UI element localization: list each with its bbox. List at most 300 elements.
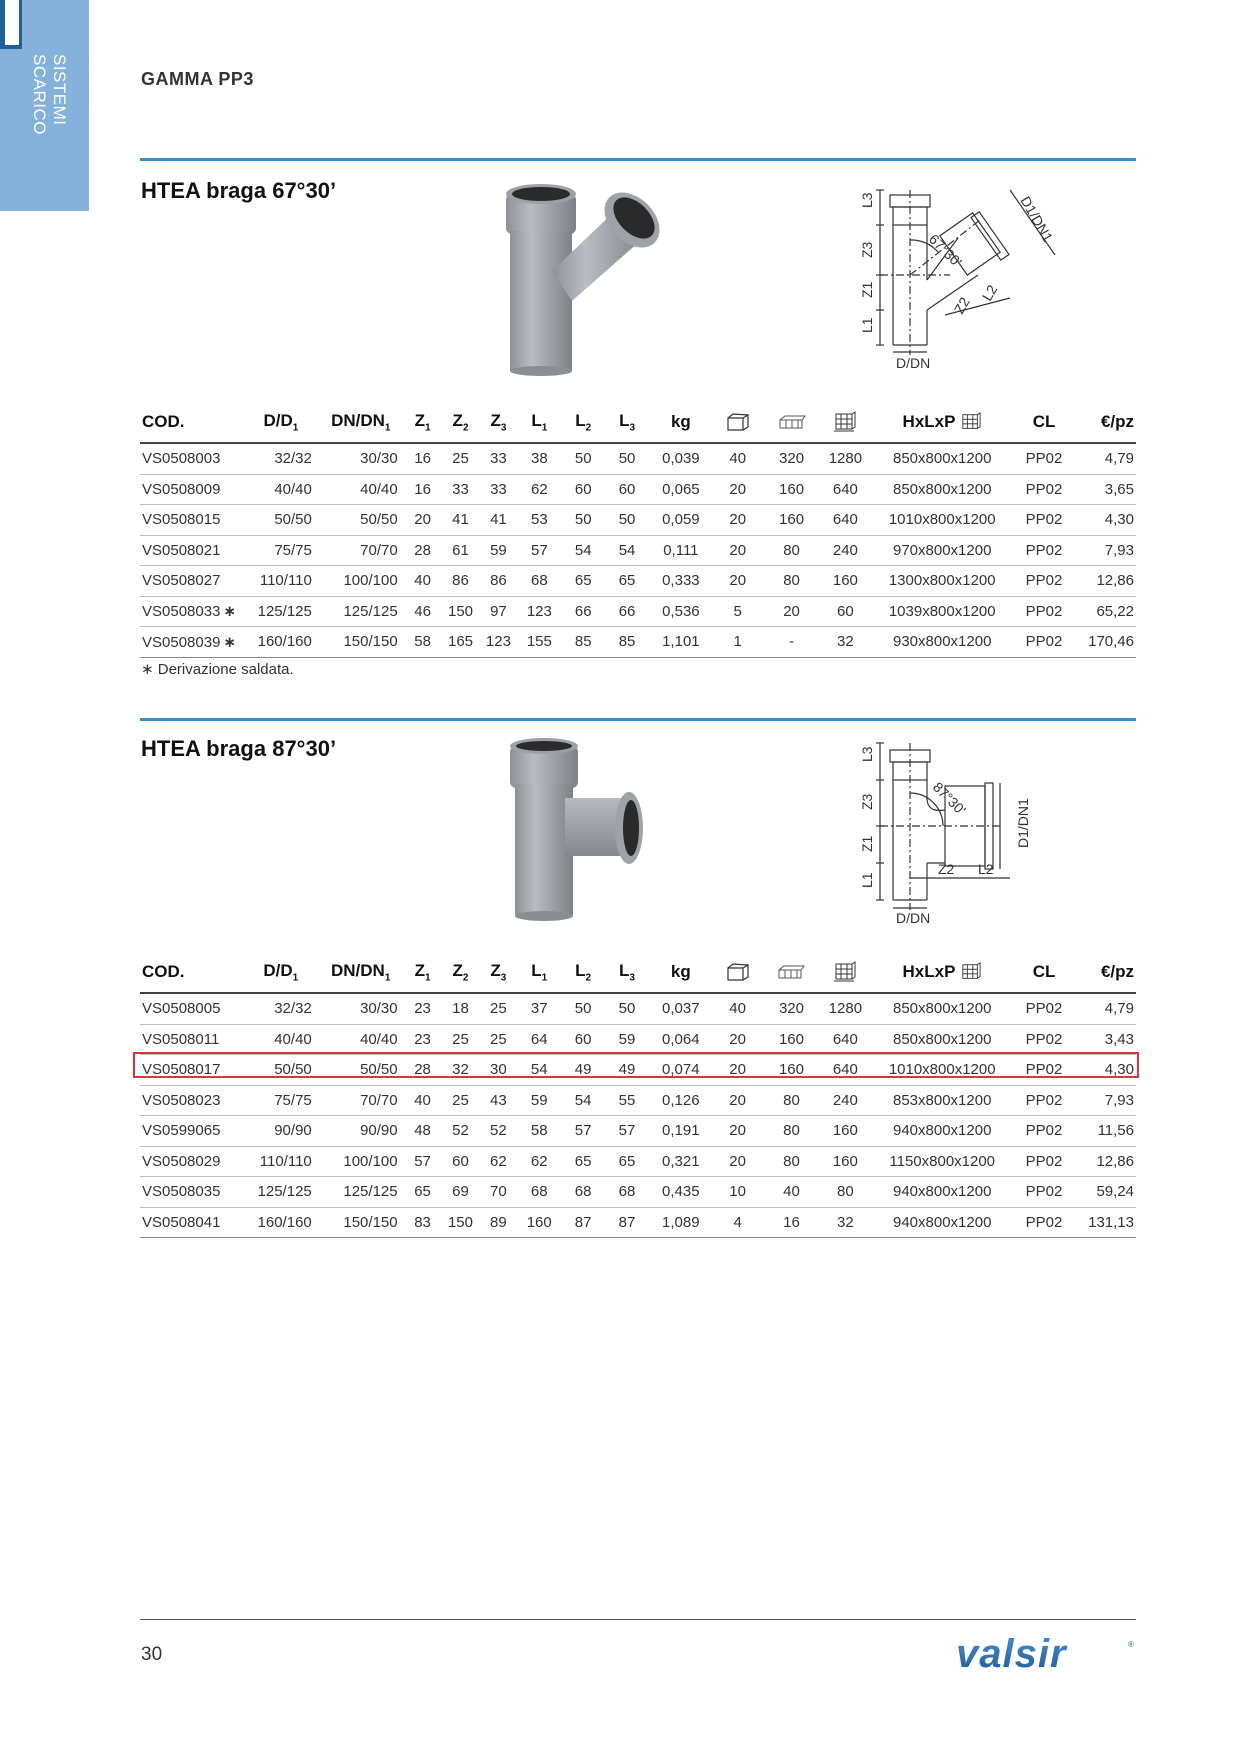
cell-l1: 59 bbox=[517, 1085, 561, 1116]
product-table-87 bbox=[140, 952, 1136, 1238]
cell-l3: 66 bbox=[605, 596, 649, 627]
cell-z1: 28 bbox=[404, 535, 442, 566]
col-price: €/pz bbox=[1074, 402, 1136, 443]
cell-l3: 57 bbox=[605, 1116, 649, 1147]
cell-hxlxp: 850x800x1200 bbox=[870, 1024, 1014, 1055]
cell-l3: 65 bbox=[605, 566, 649, 597]
cell-dd: 160/160 bbox=[244, 627, 318, 658]
cell-price: 131,13 bbox=[1074, 1207, 1136, 1238]
section-title-87: HTEA braga 87°30’ bbox=[141, 736, 337, 761]
cell-cl: PP02 bbox=[1014, 566, 1074, 597]
cell-kg: 0,059 bbox=[649, 505, 713, 536]
cell-cod: VS0599065 bbox=[140, 1116, 244, 1147]
cell-l2: 87 bbox=[561, 1207, 605, 1238]
cell-cl: PP02 bbox=[1014, 1116, 1074, 1147]
cell-kg: 0,536 bbox=[649, 596, 713, 627]
cell-price: 65,22 bbox=[1074, 596, 1136, 627]
svg-text:Z1: Z1 bbox=[859, 835, 875, 852]
cell-hxlxp: 940x800x1200 bbox=[870, 1116, 1014, 1147]
cell-price: 4,79 bbox=[1074, 993, 1136, 1024]
cell-z3: 25 bbox=[479, 1024, 517, 1055]
cell-hxlxp: 850x800x1200 bbox=[870, 993, 1014, 1024]
cell-pallet: 640 bbox=[820, 474, 870, 505]
cell-z1: 16 bbox=[404, 474, 442, 505]
col-z3: $Z_3$ bbox=[479, 952, 517, 993]
cell-kg: 0,333 bbox=[649, 566, 713, 597]
table-row bbox=[140, 1116, 1136, 1147]
cell-l2: 54 bbox=[561, 1085, 605, 1116]
cell-cod: VS0508003 bbox=[140, 443, 244, 474]
cell-price: 4,79 bbox=[1074, 443, 1136, 474]
cell-dd: 75/75 bbox=[244, 535, 318, 566]
col-z2: $Z_2$ bbox=[442, 402, 480, 443]
cell-cod: VS0508041 bbox=[140, 1207, 244, 1238]
svg-text:D1/DN1: D1/DN1 bbox=[1015, 798, 1031, 848]
cell-hxlxp: 1039x800x1200 bbox=[870, 596, 1014, 627]
cell-z3: 86 bbox=[479, 566, 517, 597]
box-icon bbox=[713, 952, 763, 993]
cell-cl: PP02 bbox=[1014, 443, 1074, 474]
cell-dd: 90/90 bbox=[244, 1116, 318, 1147]
svg-text:L3: L3 bbox=[859, 192, 875, 208]
cell-z2: 165 bbox=[442, 627, 480, 658]
cell-z3: 25 bbox=[479, 993, 517, 1024]
cell-l2: 50 bbox=[561, 993, 605, 1024]
cell-kg: 0,039 bbox=[649, 443, 713, 474]
col-hxlxp: HxLxP bbox=[870, 402, 1014, 443]
svg-text:®: ® bbox=[1128, 1640, 1134, 1649]
cell-cl: PP02 bbox=[1014, 1085, 1074, 1116]
col-l3: $L_3$ bbox=[605, 402, 649, 443]
table-row bbox=[140, 443, 1136, 474]
cell-price: 11,56 bbox=[1074, 1116, 1136, 1147]
cell-hxlxp: 940x800x1200 bbox=[870, 1177, 1014, 1208]
table-row bbox=[140, 535, 1136, 566]
pallet-icon bbox=[820, 952, 870, 993]
cell-z2: 25 bbox=[441, 1085, 479, 1116]
table-row bbox=[140, 1146, 1136, 1177]
cell-cod: VS0508035 bbox=[140, 1177, 244, 1208]
cell-l1: 68 bbox=[517, 566, 561, 597]
table-row bbox=[140, 596, 1136, 627]
col-price: €/pz bbox=[1074, 952, 1136, 993]
cell-kg: 0,111 bbox=[649, 535, 713, 566]
cell-hxlxp: 1010x800x1200 bbox=[870, 505, 1014, 536]
cell-box: 10 bbox=[713, 1177, 763, 1208]
cell-kg: 0,321 bbox=[649, 1146, 713, 1177]
svg-text:67°30': 67°30' bbox=[925, 230, 966, 270]
cell-l3: 54 bbox=[605, 535, 649, 566]
cell-box: 20 bbox=[713, 566, 763, 597]
cell-l1: 62 bbox=[517, 474, 561, 505]
tab-marker-inner bbox=[5, 0, 19, 45]
cell-l1: 58 bbox=[517, 1116, 561, 1147]
cell-z2: 61 bbox=[442, 535, 480, 566]
cell-z3: 43 bbox=[479, 1085, 517, 1116]
cell-cl: PP02 bbox=[1014, 1207, 1074, 1238]
cell-l3: 60 bbox=[605, 474, 649, 505]
cell-dn: 70/70 bbox=[318, 535, 404, 566]
footnote-welded-branch: ∗ Derivazione saldata. bbox=[141, 661, 294, 678]
cell-cl: PP02 bbox=[1014, 596, 1074, 627]
cell-cod: VS0508039 ∗ bbox=[140, 627, 244, 658]
cell-pallet: 160 bbox=[820, 566, 870, 597]
col-cod: COD. bbox=[140, 402, 244, 443]
cell-cl: PP02 bbox=[1014, 1146, 1074, 1177]
cell-kg: 0,074 bbox=[649, 1055, 713, 1086]
cell-box: 20 bbox=[713, 1146, 763, 1177]
cell-cod: VS0508017 bbox=[140, 1055, 244, 1086]
cell-z1: 23 bbox=[404, 993, 442, 1024]
table-row bbox=[140, 1024, 1136, 1055]
svg-text:D/DN: D/DN bbox=[896, 355, 931, 371]
cell-kg: 0,037 bbox=[649, 993, 713, 1024]
cell-z3: 89 bbox=[479, 1207, 517, 1238]
cell-z1: 48 bbox=[404, 1116, 442, 1147]
cell-box: 20 bbox=[713, 535, 763, 566]
col-cod: COD. bbox=[140, 952, 244, 993]
cell-dn: 125/125 bbox=[318, 596, 404, 627]
cell-hxlxp: 940x800x1200 bbox=[870, 1207, 1014, 1238]
svg-text:D1/DN1: D1/DN1 bbox=[1017, 193, 1057, 245]
cell-dd: 50/50 bbox=[244, 505, 318, 536]
cell-hxlxp: 930x800x1200 bbox=[870, 627, 1014, 658]
cell-z1: 20 bbox=[404, 505, 442, 536]
pack-icon bbox=[763, 402, 821, 443]
page-number: 30 bbox=[141, 1644, 163, 1665]
cell-pack: 20 bbox=[763, 596, 821, 627]
col-l1: $L_1$ bbox=[517, 402, 561, 443]
cell-pallet: 640 bbox=[820, 1024, 870, 1055]
cell-l2: 60 bbox=[561, 1024, 605, 1055]
cell-cod: VS0508023 bbox=[140, 1085, 244, 1116]
cell-cod: VS0508009 bbox=[140, 474, 244, 505]
cell-hxlxp: 850x800x1200 bbox=[870, 474, 1014, 505]
svg-text:Z2: Z2 bbox=[950, 294, 973, 317]
cell-z1: 16 bbox=[404, 443, 442, 474]
col-z3: $Z_3$ bbox=[479, 402, 517, 443]
cell-l1: 68 bbox=[517, 1177, 561, 1208]
cell-z3: 62 bbox=[479, 1146, 517, 1177]
cell-l1: 64 bbox=[517, 1024, 561, 1055]
col-cl: CL bbox=[1014, 402, 1074, 443]
col-dn: $DN/DN_1$ bbox=[318, 402, 404, 443]
technical-diagram-87 bbox=[850, 738, 1075, 928]
table-row bbox=[140, 627, 1136, 658]
svg-text:87°30': 87°30' bbox=[929, 778, 970, 818]
cell-l3: 50 bbox=[605, 443, 649, 474]
cell-z3: 97 bbox=[479, 596, 517, 627]
col-z1: $Z_1$ bbox=[404, 952, 442, 993]
cell-dd: 110/110 bbox=[244, 1146, 318, 1177]
cell-pack: 160 bbox=[763, 1024, 821, 1055]
cell-z2: 150 bbox=[441, 1207, 479, 1238]
cell-pack: 160 bbox=[763, 474, 821, 505]
cell-pallet: 160 bbox=[820, 1116, 870, 1147]
cell-cl: PP02 bbox=[1014, 505, 1074, 536]
cell-z1: 23 bbox=[404, 1024, 442, 1055]
cell-price: 4,30 bbox=[1074, 505, 1136, 536]
cell-l1: 54 bbox=[517, 1055, 561, 1086]
cell-z2: 52 bbox=[441, 1116, 479, 1147]
col-l1: $L_1$ bbox=[517, 952, 561, 993]
cell-pallet: 1280 bbox=[820, 993, 870, 1024]
cell-z3: 70 bbox=[479, 1177, 517, 1208]
cell-box: 1 bbox=[713, 627, 763, 658]
svg-text:valsir: valsir bbox=[956, 1633, 1067, 1675]
cell-l2: 50 bbox=[561, 505, 605, 536]
cell-kg: 1,089 bbox=[649, 1207, 713, 1238]
cell-cl: PP02 bbox=[1014, 627, 1074, 658]
cell-l3: 55 bbox=[605, 1085, 649, 1116]
cell-dn: 40/40 bbox=[318, 1024, 404, 1055]
range-title: GAMMA PP3 bbox=[141, 69, 254, 89]
cell-pack: 80 bbox=[763, 566, 821, 597]
cell-kg: 0,191 bbox=[649, 1116, 713, 1147]
pallet-icon bbox=[820, 402, 870, 443]
cell-z1: 46 bbox=[404, 596, 442, 627]
cell-cod: VS0508021 bbox=[140, 535, 244, 566]
cell-cl: PP02 bbox=[1014, 993, 1074, 1024]
cell-hxlxp: 853x800x1200 bbox=[870, 1085, 1014, 1116]
cell-z3: 30 bbox=[479, 1055, 517, 1086]
cell-dd: 32/32 bbox=[244, 993, 318, 1024]
col-kg: kg bbox=[649, 952, 713, 993]
cell-hxlxp: 850x800x1200 bbox=[870, 443, 1014, 474]
cell-z2: 32 bbox=[441, 1055, 479, 1086]
cell-box: 20 bbox=[713, 474, 763, 505]
table-row bbox=[140, 566, 1136, 597]
cell-l2: 54 bbox=[561, 535, 605, 566]
cell-pallet: 640 bbox=[820, 505, 870, 536]
product-photo-braga-87 bbox=[505, 736, 655, 922]
product-photo-braga-67 bbox=[492, 176, 662, 376]
svg-text:L2: L2 bbox=[978, 861, 994, 877]
cell-dn: 125/125 bbox=[318, 1177, 404, 1208]
cell-pack: 80 bbox=[763, 1085, 821, 1116]
col-kg: kg bbox=[649, 402, 713, 443]
cell-price: 7,93 bbox=[1074, 535, 1136, 566]
cell-price: 59,24 bbox=[1074, 1177, 1136, 1208]
section-divider bbox=[140, 158, 1136, 161]
cell-l3: 87 bbox=[605, 1207, 649, 1238]
cell-dn: 50/50 bbox=[318, 505, 404, 536]
col-z1: $Z_1$ bbox=[404, 402, 442, 443]
cell-box: 40 bbox=[713, 443, 763, 474]
cell-cl: PP02 bbox=[1014, 535, 1074, 566]
cell-z2: 69 bbox=[441, 1177, 479, 1208]
cell-box: 5 bbox=[713, 596, 763, 627]
cell-cl: PP02 bbox=[1014, 1024, 1074, 1055]
cell-pack: 160 bbox=[763, 1055, 821, 1086]
cell-dn: 100/100 bbox=[318, 1146, 404, 1177]
cell-hxlxp: 1150x800x1200 bbox=[870, 1146, 1014, 1177]
cell-l2: 60 bbox=[561, 474, 605, 505]
cell-price: 12,86 bbox=[1074, 566, 1136, 597]
cell-price: 3,43 bbox=[1074, 1024, 1136, 1055]
cell-z3: 41 bbox=[479, 505, 517, 536]
cell-pallet: 160 bbox=[820, 1146, 870, 1177]
cell-box: 20 bbox=[713, 1085, 763, 1116]
svg-text:Z3: Z3 bbox=[859, 793, 875, 810]
cell-dd: 125/125 bbox=[244, 596, 318, 627]
svg-text:L3: L3 bbox=[859, 746, 875, 762]
cell-l2: 65 bbox=[561, 566, 605, 597]
col-z2: $Z_2$ bbox=[441, 952, 479, 993]
cell-l1: 37 bbox=[517, 993, 561, 1024]
cell-pack: 80 bbox=[763, 535, 821, 566]
cell-dn: 70/70 bbox=[318, 1085, 404, 1116]
cell-l2: 49 bbox=[561, 1055, 605, 1086]
section-title-67: HTEA braga 67°30’ bbox=[141, 178, 337, 203]
svg-text:L1: L1 bbox=[859, 317, 875, 333]
cell-pack: - bbox=[763, 627, 821, 658]
cell-l2: 66 bbox=[561, 596, 605, 627]
cell-z3: 59 bbox=[479, 535, 517, 566]
svg-text:D/DN: D/DN bbox=[896, 910, 931, 926]
cell-l3: 50 bbox=[605, 993, 649, 1024]
cell-cod: VS0508027 bbox=[140, 566, 244, 597]
cell-dn: 150/150 bbox=[318, 627, 404, 658]
technical-diagram-67 bbox=[850, 180, 1075, 375]
cell-z1: 28 bbox=[404, 1055, 442, 1086]
cell-pallet: 1280 bbox=[820, 443, 870, 474]
svg-text:Z1: Z1 bbox=[859, 281, 875, 298]
table-row bbox=[140, 1207, 1136, 1238]
cell-pallet: 80 bbox=[820, 1177, 870, 1208]
cell-dn: 30/30 bbox=[318, 443, 404, 474]
cell-box: 20 bbox=[713, 1024, 763, 1055]
cell-dn: 90/90 bbox=[318, 1116, 404, 1147]
cell-l3: 65 bbox=[605, 1146, 649, 1177]
cell-z1: 40 bbox=[404, 1085, 442, 1116]
table-header-row bbox=[140, 952, 1136, 993]
cell-pack: 80 bbox=[763, 1146, 821, 1177]
cell-dn: 30/30 bbox=[318, 993, 404, 1024]
col-l2: $L_2$ bbox=[561, 402, 605, 443]
cell-pack: 320 bbox=[763, 993, 821, 1024]
cell-z2: 41 bbox=[442, 505, 480, 536]
cell-l2: 85 bbox=[561, 627, 605, 658]
pack-icon bbox=[763, 952, 821, 993]
cell-z3: 33 bbox=[479, 474, 517, 505]
cell-z2: 150 bbox=[442, 596, 480, 627]
cell-z2: 25 bbox=[441, 1024, 479, 1055]
cell-kg: 0,435 bbox=[649, 1177, 713, 1208]
cell-l1: 123 bbox=[517, 596, 561, 627]
cell-dn: 50/50 bbox=[318, 1055, 404, 1086]
cell-kg: 0,065 bbox=[649, 474, 713, 505]
cell-z1: 40 bbox=[404, 566, 442, 597]
cell-box: 20 bbox=[713, 505, 763, 536]
cell-pallet: 60 bbox=[820, 596, 870, 627]
cell-price: 3,65 bbox=[1074, 474, 1136, 505]
cell-box: 20 bbox=[713, 1055, 763, 1086]
cell-z3: 52 bbox=[479, 1116, 517, 1147]
svg-text:Z3: Z3 bbox=[859, 241, 875, 258]
section-divider bbox=[140, 718, 1136, 721]
cell-z3: 123 bbox=[479, 627, 517, 658]
cell-z1: 58 bbox=[404, 627, 442, 658]
cell-cod: VS0508005 bbox=[140, 993, 244, 1024]
table-row bbox=[140, 1085, 1136, 1116]
cell-l1: 155 bbox=[517, 627, 561, 658]
section-side-tab bbox=[0, 0, 89, 211]
cell-l3: 85 bbox=[605, 627, 649, 658]
cell-pallet: 240 bbox=[820, 535, 870, 566]
cell-cl: PP02 bbox=[1014, 474, 1074, 505]
cell-dd: 50/50 bbox=[244, 1055, 318, 1086]
cell-cod: VS0508029 bbox=[140, 1146, 244, 1177]
svg-text:L1: L1 bbox=[859, 872, 875, 888]
cell-l1: 38 bbox=[517, 443, 561, 474]
cell-hxlxp: 970x800x1200 bbox=[870, 535, 1014, 566]
svg-text:Z2: Z2 bbox=[938, 861, 955, 877]
col-l3: $L_3$ bbox=[605, 952, 649, 993]
col-dd: $D/D_1$ bbox=[244, 402, 318, 443]
col-hxlxp: HxLxP bbox=[870, 952, 1014, 993]
cell-l2: 57 bbox=[561, 1116, 605, 1147]
cell-cl: PP02 bbox=[1014, 1055, 1074, 1086]
cell-pack: 40 bbox=[763, 1177, 821, 1208]
cell-pallet: 32 bbox=[820, 1207, 870, 1238]
cell-pack: 80 bbox=[763, 1116, 821, 1147]
cell-z2: 33 bbox=[442, 474, 480, 505]
cell-pack: 320 bbox=[763, 443, 821, 474]
cell-pallet: 32 bbox=[820, 627, 870, 658]
valsir-logo bbox=[952, 1633, 1142, 1675]
product-table-67 bbox=[140, 402, 1136, 658]
cell-z3: 33 bbox=[479, 443, 517, 474]
col-l2: $L_2$ bbox=[561, 952, 605, 993]
highlighted-row-frame bbox=[133, 1052, 1139, 1078]
cell-z2: 25 bbox=[442, 443, 480, 474]
cell-cod: VS0508033 ∗ bbox=[140, 596, 244, 627]
cell-box: 4 bbox=[713, 1207, 763, 1238]
table-row bbox=[140, 1177, 1136, 1208]
cell-pack: 16 bbox=[763, 1207, 821, 1238]
cell-price: 170,46 bbox=[1074, 627, 1136, 658]
cell-cod: VS0508015 bbox=[140, 505, 244, 536]
side-tab-line2: SCARICO bbox=[30, 54, 49, 135]
cell-l2: 50 bbox=[561, 443, 605, 474]
cell-z2: 60 bbox=[441, 1146, 479, 1177]
cell-pallet: 240 bbox=[820, 1085, 870, 1116]
cell-hxlxp: 1010x800x1200 bbox=[870, 1055, 1014, 1086]
pallet-dimensions-icon bbox=[960, 962, 982, 982]
pallet-dimensions-icon bbox=[960, 412, 982, 432]
cell-l2: 68 bbox=[561, 1177, 605, 1208]
cell-l3: 68 bbox=[605, 1177, 649, 1208]
cell-box: 20 bbox=[713, 1116, 763, 1147]
cell-dn: 150/150 bbox=[318, 1207, 404, 1238]
cell-kg: 1,101 bbox=[649, 627, 713, 658]
cell-pack: 160 bbox=[763, 505, 821, 536]
cell-cod: VS0508011 bbox=[140, 1024, 244, 1055]
cell-dn: 100/100 bbox=[318, 566, 404, 597]
svg-text:L2: L2 bbox=[978, 282, 1001, 304]
side-tab-line1: SISTEMI bbox=[50, 54, 69, 126]
cell-price: 4,30 bbox=[1074, 1055, 1136, 1086]
cell-l2: 65 bbox=[561, 1146, 605, 1177]
cell-price: 12,86 bbox=[1074, 1146, 1136, 1177]
cell-l3: 59 bbox=[605, 1024, 649, 1055]
col-dd: $D/D_1$ bbox=[244, 952, 318, 993]
cell-box: 40 bbox=[713, 993, 763, 1024]
cell-z1: 57 bbox=[404, 1146, 442, 1177]
cell-kg: 0,126 bbox=[649, 1085, 713, 1116]
col-cl: CL bbox=[1014, 952, 1074, 993]
